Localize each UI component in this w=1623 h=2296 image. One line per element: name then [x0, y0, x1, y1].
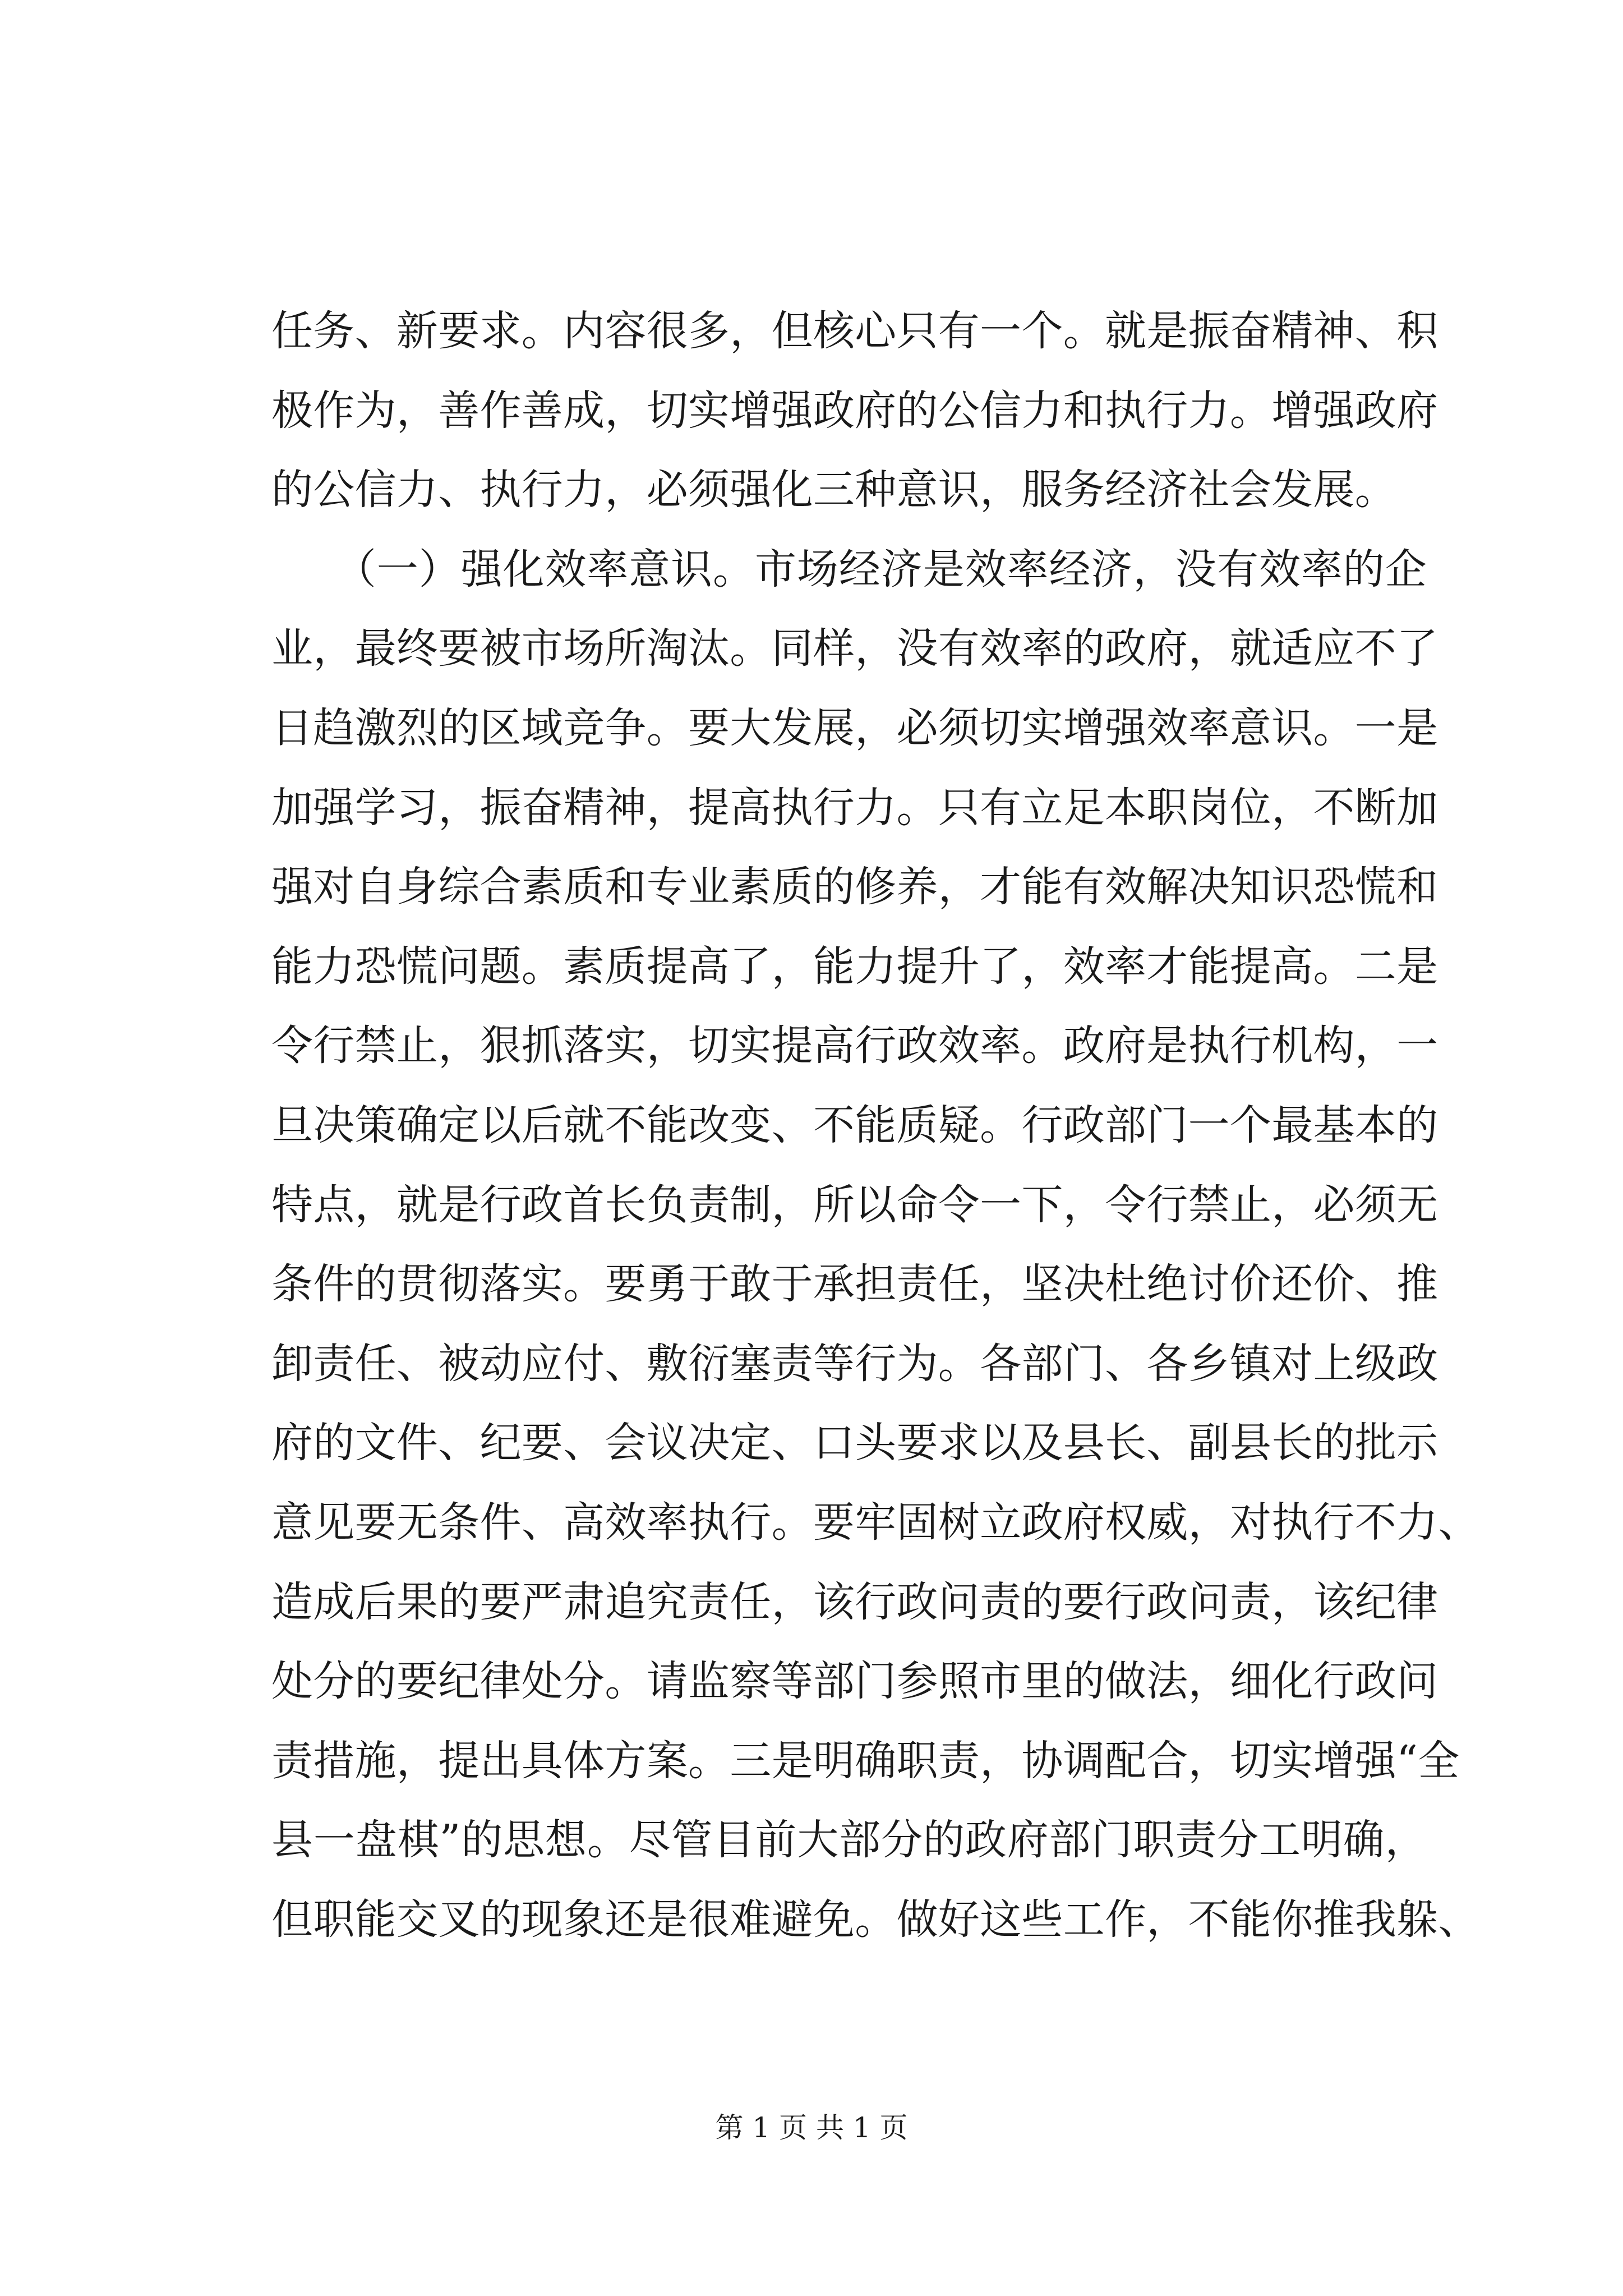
text-line: 任务、新要求。内容很多，但核心只有一个。就是振奋精神、积 — [271, 307, 1438, 355]
text-line: 条件的贯彻落实。要勇于敢于承担责任，坚决杜绝讨价还价、推 — [271, 1260, 1438, 1309]
text-line: （一）强化效率意识。市场经济是效率经济，没有效率的企 — [271, 545, 1427, 593]
text-line: 业，最终要被市场所淘汰。同样，没有效率的政府，就适应不了 — [271, 624, 1438, 673]
page-footer: 第 1 页 共 1 页 — [715, 2111, 908, 2144]
text-line: 造成后果的要严肃追究责任，该行政问责的要行政问责，该纪律 — [271, 1577, 1438, 1626]
body-text — [271, 292, 1480, 1959]
text-line: 旦决策确定以后就不能改变、不能质疑。行政部门一个最基本的 — [271, 1101, 1438, 1149]
text-line: 能力恐慌问题。素质提高了，能力提升了，效率才能提高。二是 — [271, 942, 1438, 991]
text-line: 极作为，善作善成，切实增强政府的公信力和执行力。增强政府 — [271, 386, 1438, 435]
text-line: 府的文件、纪要、会议决定、口头要求以及县长、副县长的批示 — [271, 1419, 1438, 1467]
text-line: 令行禁止，狠抓落实，切实提高行政效率。政府是执行机构，一 — [271, 1022, 1438, 1070]
text-line: 县一盘棋”的思想。尽管目前大部分的政府部门职责分工明确， — [271, 1816, 1427, 1865]
text-line: 但职能交叉的现象还是很难避免。做好这些工作，不能你推我躲、 — [271, 1895, 1480, 1944]
text-line: 处分的要纪律处分。请监察等部门参照市里的做法，细化行政问 — [271, 1657, 1438, 1706]
text-line: 强对自身综合素质和专业素质的修养，才能有效解决知识恐慌和 — [271, 863, 1438, 912]
text-line: 意见要无条件、高效率执行。要牢固树立政府权威，对执行不力、 — [271, 1498, 1480, 1547]
text-line: 的公信力、执行力，必须强化三种意识，服务经济社会发展。 — [271, 466, 1397, 514]
text-line: 责措施，提出具体方案。三是明确职责，协调配合，切实增强“全 — [271, 1736, 1460, 1785]
text-line: 特点，就是行政首长负责制，所以命令一下，令行禁止，必须无 — [271, 1180, 1438, 1229]
text-line: 加强学习，振奋精神，提高执行力。只有立足本职岗位，不断加 — [271, 783, 1438, 832]
text-line: 日趋激烈的区域竞争。要大发展，必须切实增强效率意识。一是 — [271, 703, 1438, 752]
text-line: 卸责任、被动应付、敷衍塞责等行为。各部门、各乡镇对上级政 — [271, 1339, 1438, 1388]
